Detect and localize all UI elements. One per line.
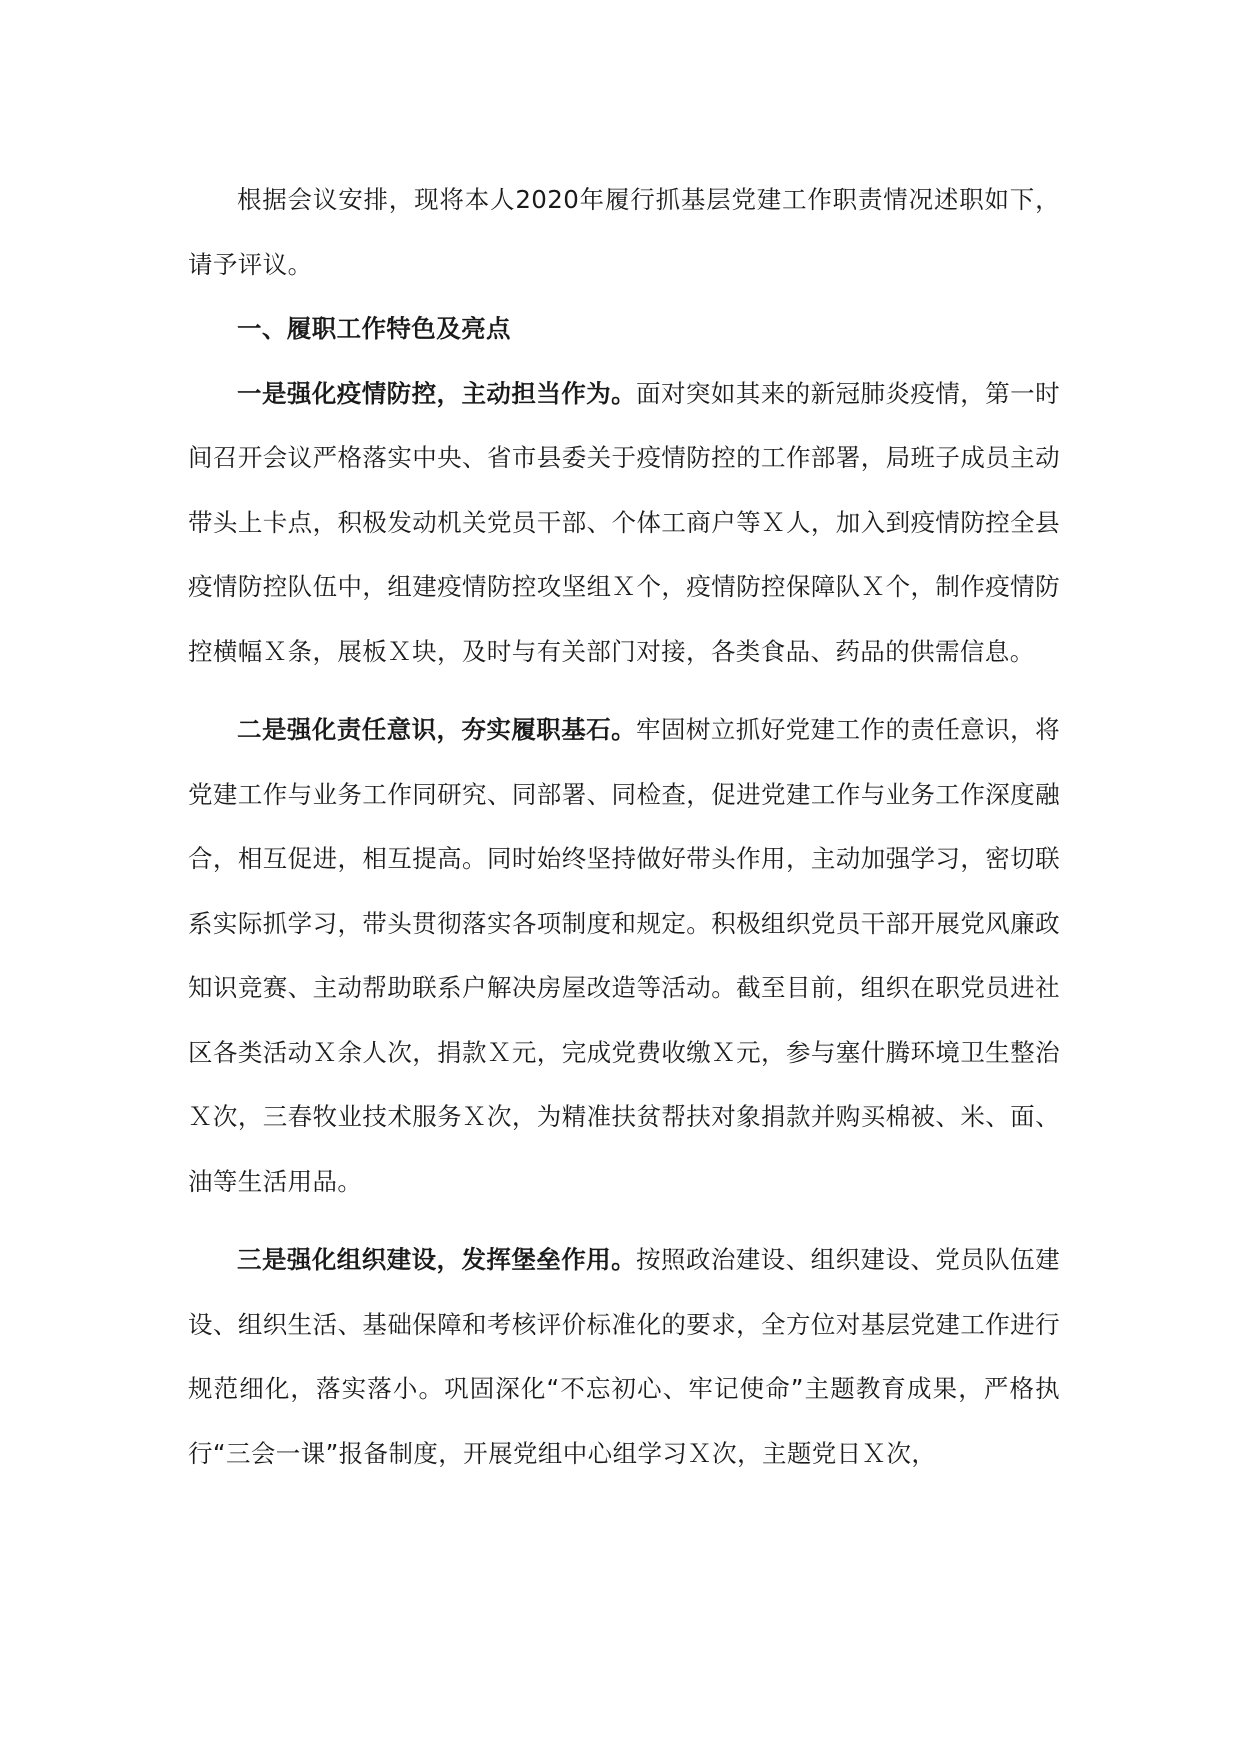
item-lead-1: 一是强化疫情防控，主动担当作为。 xyxy=(237,378,637,408)
item-lead-3: 三是强化组织建设，发挥堡垒作用。 xyxy=(237,1245,637,1274)
intro-paragraph: 根据会议安排，现将本人2020年履行抓基层党建工作职责情况述职如下，请予评议。 xyxy=(188,185,1060,279)
item-paragraph-1 xyxy=(188,362,1060,685)
section-heading: 一、履职工作特色及亮点 xyxy=(237,314,511,343)
item-body-3: 按照政治建设、组织建设、党员队伍建设、组织生活、基础保障和考核评价标准化的要求，全方位对基层党建工作进行规范细化，落实落小。巩固深化“不忘初心、牢记使命”主题教育成果，严格执行“三会一课”报备制度，开展党组中心组学习Ｘ次，主题党日Ｘ次， xyxy=(188,1245,1060,1468)
item-lead-2: 二是强化责任意识，夯实履职基石。 xyxy=(237,715,637,744)
item-body-1: 面对突如其来的新冠肺炎疫情，第一时间召开会议严格落实中央、省市县委关于疫情防控的工作部署，局班子成员主动带头上卡点，积极发动机关党员干部、个体工商户等Ｘ人，加入到疫情防控全县疫情防控队伍中，组建疫情防控攻坚组Ｘ个，疫情防控保障队Ｘ个，制作疫情防控横幅Ｘ条，展板Ｘ块，及时与有关部门对接，各类食品、药品的供需信息。 xyxy=(188,378,1060,666)
document-page xyxy=(188,168,1060,1486)
item-body-2: 牢固树立抓好党建工作的责任意识，将党建工作与业务工作同研究、同部署、同检查，促进党建工作与业务工作深度融合，相互促进，相互提高。同时始终坚持做好带头作用，主动加强学习，密切联系实际抓学习，带头贯彻落实各项制度和规定。积极组织党员干部开展党风廉政知识竞赛、主动帮助联系户解决房屋改造等活动。截至目前，组织在职党员进社区各类活动Ｘ余人次，捐款Ｘ元，完成党费收缴Ｘ元，参与塞什腾环境卫生整治Ｘ次，三春牧业技术服务Ｘ次，为精准扶贫帮扶对象捐款并购买棉被、米、面、油等生活用品。 xyxy=(188,715,1060,1196)
item-paragraph-3 xyxy=(188,1228,1060,1486)
item-paragraph-2 xyxy=(188,698,1060,1214)
